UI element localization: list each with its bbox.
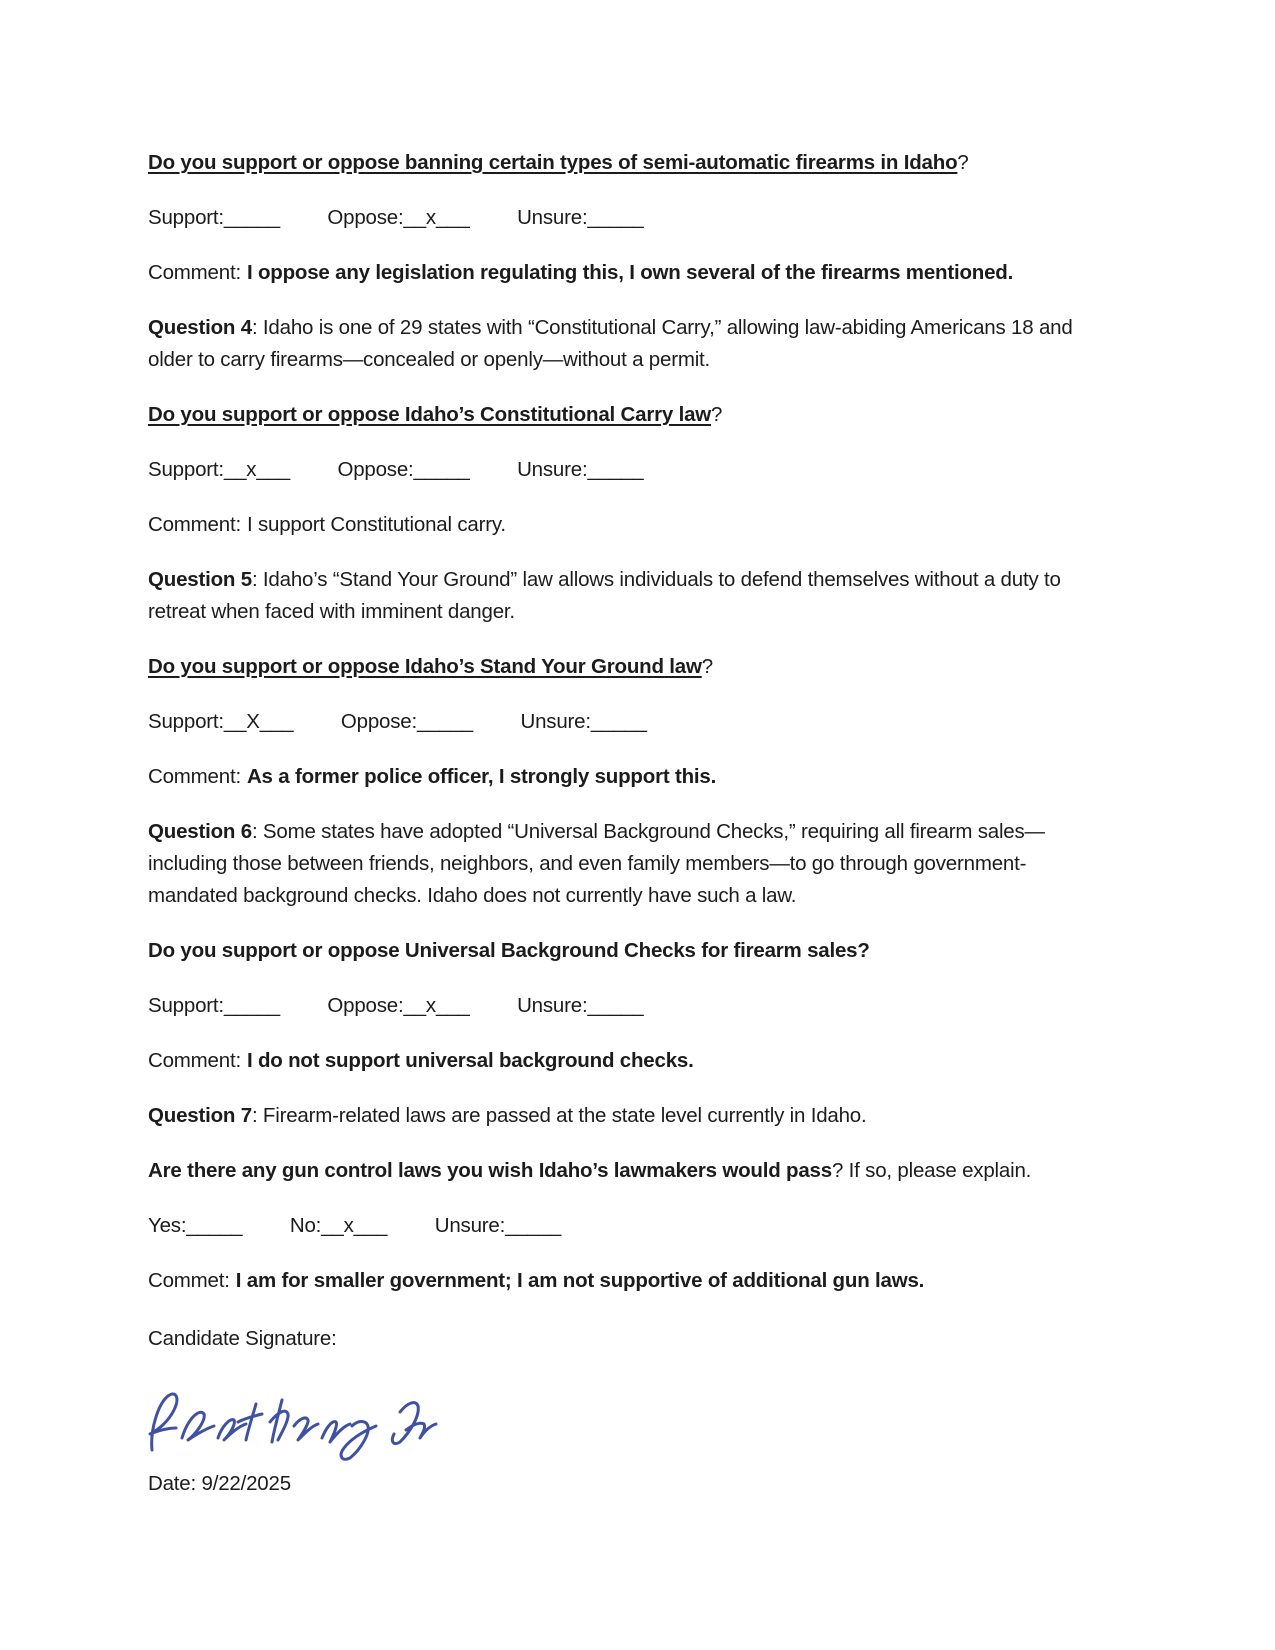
question-prompt (148, 147, 1098, 179)
question-prompt (148, 651, 1098, 683)
answer-field-unsure: Unsure:_____ (517, 458, 644, 481)
question-prompt-suffix: ? (701, 655, 713, 678)
answer-field-support: Support:__x___ (148, 458, 290, 481)
comment-label: Comment: (148, 1049, 241, 1072)
question-intro-text: : Idaho is one of 29 states with “Constitutional Carry,” allowing law-abiding Americans 18 and older to carry firearms—concealed or openly—without a permit. (148, 316, 1073, 371)
question-prompt-text: Do you support or oppose Universal Background Checks for firearm sales? (148, 939, 870, 962)
answer-field-unsure: Unsure:_____ (520, 710, 647, 733)
question-prompt-suffix: ? (957, 151, 969, 174)
date-line: Date: 9/22/2025 (148, 1472, 291, 1495)
comment-text: I support Constitutional carry. (246, 513, 506, 536)
signature-label: Candidate Signature: (148, 1327, 337, 1350)
comment-text: I do not support universal background checks. (246, 1049, 694, 1072)
questionnaire-page (148, 147, 1098, 1523)
answer-field-support: Support:_____ (148, 206, 280, 229)
candidate-signature-ink (142, 1378, 442, 1468)
answer-field-oppose: Oppose:__x___ (327, 994, 470, 1017)
comment-label: Commet: (148, 1269, 230, 1292)
answer-field-oppose: Oppose:_____ (337, 458, 470, 481)
answer-field-unsure: Unsure:_____ (517, 994, 644, 1017)
comment-line (148, 1265, 1098, 1297)
question-intro-text: : Idaho’s “Stand Your Ground” law allows individuals to defend themselves without a duty to retreat when faced with imminent danger. (148, 568, 1061, 623)
signature-block (148, 1323, 1098, 1500)
answer-line (148, 990, 1098, 1022)
question-section-3 (148, 147, 1098, 289)
question-number: Question 7 (148, 1104, 252, 1127)
comment-line (148, 509, 1098, 541)
answer-line (148, 454, 1098, 486)
comment-text: As a former police officer, I strongly support this. (246, 765, 717, 788)
answer-line (148, 1210, 1098, 1242)
answer-field-support: Support:__X___ (148, 710, 294, 733)
question-number: Question 6 (148, 820, 252, 843)
answer-field-no: No:__x___ (289, 1214, 388, 1237)
question-prompt-text: Do you support or oppose Idaho’s Constitutional Carry law (148, 403, 712, 426)
question-intro (148, 1100, 1098, 1132)
comment-label: Comment: (148, 513, 241, 536)
answer-line (148, 202, 1098, 234)
question-intro (148, 564, 1098, 628)
question-prompt-text: Do you support or oppose banning certain types of semi-automatic firearms in Idaho (148, 151, 958, 174)
question-section-7 (148, 1100, 1098, 1297)
question-prompt-suffix: ? (711, 403, 723, 426)
question-prompt (148, 935, 1098, 967)
answer-field-unsure: Unsure:_____ (434, 1214, 562, 1237)
question-prompt-text: Are there any gun control laws you wish Idaho’s lawmakers would pass (148, 1159, 832, 1182)
question-number: Question 5 (148, 568, 252, 591)
question-prompt-suffix: ? If so, please explain. (831, 1159, 1032, 1182)
question-section-5 (148, 564, 1098, 793)
answer-field-oppose: Oppose:_____ (340, 710, 473, 733)
answer-field-yes: Yes:_____ (148, 1214, 243, 1237)
comment-line (148, 1045, 1098, 1077)
answer-field-support: Support:_____ (148, 994, 280, 1017)
question-number: Question 4 (148, 316, 252, 339)
question-intro (148, 816, 1098, 912)
question-section-4 (148, 312, 1098, 541)
question-prompt-text: Do you support or oppose Idaho’s Stand Your Ground law (148, 655, 702, 678)
comment-label: Comment: (148, 765, 241, 788)
question-prompt (148, 399, 1098, 431)
comment-label: Comment: (148, 261, 241, 284)
answer-field-oppose: Oppose:__x___ (327, 206, 470, 229)
question-intro (148, 312, 1098, 376)
comment-text: I am for smaller government; I am not supportive of additional gun laws. (235, 1269, 925, 1292)
comment-line (148, 257, 1098, 289)
answer-field-unsure: Unsure:_____ (517, 206, 644, 229)
question-section-6 (148, 816, 1098, 1077)
question-intro-text: : Firearm-related laws are passed at the state level currently in Idaho. (251, 1104, 867, 1127)
answer-line (148, 706, 1098, 738)
comment-text: I oppose any legislation regulating this, I own several of the firearms mentioned. (246, 261, 1014, 284)
question-prompt (148, 1155, 1098, 1187)
comment-line (148, 761, 1098, 793)
question-intro-text: : Some states have adopted “Universal Background Checks,” requiring all firearm sales—including those between friends, neighbors, and even family members—to go through government-mandated background checks. Idaho does not currently have such a law. (148, 820, 1045, 907)
